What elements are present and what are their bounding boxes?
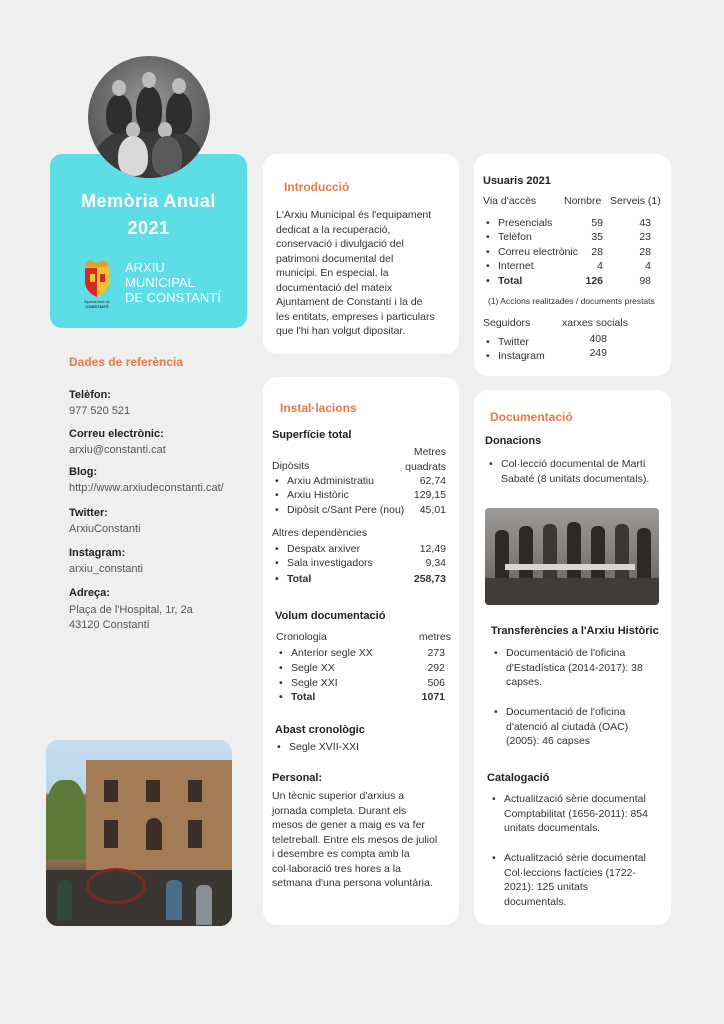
- followers-label: Seguidors: [483, 317, 531, 329]
- email-link[interactable]: arxiu@constanti.cat: [69, 444, 166, 456]
- catalog-item: • Actualització sèrie documental Comptabilitat (1656-2011): 854 unitats documentals.: [504, 792, 668, 836]
- unit-line-2: quadrats: [405, 461, 446, 473]
- page-title: [50, 188, 247, 242]
- installations-card: Instal·lacions Superfície total Metres Dipòsits quadrats • Arxiu Administratiu 62,74 • Arxiu Històric 129,15 • Dipòsit c/Sant Pere (nou) 45,01 Altres dependències • Despatx arxiver 12,49 • Sala investigadors 9,34 • Total 258,73 Volum documentació Cronologia metres • Anterior segle XX 273 • Segle XX 292 • Segle XXI 506 • Total 1071 Abast cronològic • Segle XVII-XXI Personal: Un tècnic superior d'arxius a jornada completa. Durant els mesos de gener a maig es va fer teletreball. Entre els mesos de juliol i desembre es compta amb la col·laboració tres hores a la setmana d'una persona voluntària.: [263, 377, 459, 925]
- chrono-label: Cronologia: [276, 631, 327, 643]
- address-line-2: 43120 Constantí: [69, 619, 150, 631]
- blog-link[interactable]: http://www.arxiudeconstanti.cat/: [69, 482, 224, 494]
- intro-title: Introducció: [284, 180, 350, 194]
- surface-title: Superfície total: [272, 429, 352, 441]
- networks-label: xarxes socials: [562, 317, 628, 329]
- email-label: Correu electrònic:: [69, 428, 164, 440]
- transfers-title: Transferències a l'Arxiu Històric: [491, 625, 659, 637]
- users-col-serv: Serveis (1): [610, 195, 661, 207]
- title-line-2: 2021: [127, 218, 170, 238]
- staff-title: Personal:: [272, 772, 323, 784]
- range-item: • Segle XVII-XXI: [289, 741, 359, 753]
- unit-line-1: Metres: [413, 446, 446, 458]
- users-col-via: Via d'accès: [483, 195, 537, 207]
- deposits-label: Dipòsits: [272, 460, 310, 472]
- shield-caption: Ajuntament de CONSTANTÍ: [84, 299, 110, 309]
- installations-title: Instal·lacions: [280, 401, 357, 415]
- donations-title: Donacions: [485, 435, 542, 447]
- intro-card: [263, 154, 459, 354]
- title-line-1: Memòria Anual: [81, 191, 216, 211]
- catalog-item: • Actualització sèrie documental Col·leccions factícies (1722- 2021): 125 unitats documentals.: [504, 851, 668, 909]
- staff-text: Un tècnic superior d'arxius a jornada completa. Durant els mesos de gener a maig es va fer teletreball. Entre els mesos de juliol i desembre es compta amb la col·laboració tres hores a la setmana d'una persona voluntària.: [272, 790, 438, 889]
- users-col-num: Nombre: [564, 195, 602, 207]
- instagram-handle[interactable]: arxiu_constanti: [69, 563, 143, 575]
- phone-label: Telèfon:: [69, 389, 111, 401]
- volume-title: Volum documentació: [275, 610, 386, 622]
- documentation-title: Documentació: [490, 410, 573, 424]
- users-card: Usuaris 2021 Via d'accès Nombre Serveis (1) • Presencials 59 43 • Telèfon 35 23 • Correu electrònic 28 28 • Internet 4 4 • Total 126 98 (1) Accions realitzades / documents prestats Seguidors xarxes socials • Twitter 408 • Instagram 249: [474, 154, 671, 376]
- twitter-handle[interactable]: ArxiuConstanti: [69, 523, 141, 535]
- phone-value: 977 520 521: [69, 405, 131, 417]
- other-label: Altres dependències: [272, 527, 368, 539]
- transfer-item: • Documentació de l'oficina d'atenció al ciutadà (OAC) (2005): 46 capses: [506, 705, 668, 749]
- municipal-shield-icon: [80, 258, 114, 298]
- reference-title: Dades de referència: [69, 355, 184, 369]
- organization-name: ARXIU MUNICIPAL DE CONSTANTÍ: [125, 260, 221, 305]
- instagram-label: Instagram:: [69, 547, 126, 559]
- band-photo: [485, 508, 659, 605]
- range-title: Abast cronològic: [275, 724, 365, 736]
- intro-text: L'Arxiu Municipal és l'equipament dedicat a la recuperació, conservació i divulgació del patrimoni documental del municipi. En especial, la documentació del mateix Ajuntament de Constantí i la de les entitats, empreses i particulars que l'hi han volgut dipositar.: [276, 209, 435, 337]
- users-title: Usuaris 2021: [483, 175, 551, 187]
- catalog-title: Catalogació: [487, 772, 550, 784]
- documentation-card: [474, 390, 671, 925]
- archive-building-photo: [46, 740, 232, 926]
- address-label: Adreça:: [69, 587, 110, 599]
- donation-item: • Col·lecció documental de Martí Sabaté (8 unitats documentals).: [501, 457, 666, 486]
- historic-group-photo: [88, 56, 210, 178]
- transfer-item: • Documentació de l'oficina d'Estadística (2014-2017): 38 capses.: [506, 646, 668, 690]
- twitter-label: Twitter:: [69, 507, 108, 519]
- meters-label: metres: [418, 631, 451, 643]
- blog-label: Blog:: [69, 466, 98, 478]
- users-footnote: (1) Accions realitzades / documents prestats: [488, 296, 655, 306]
- address-line-1: Plaça de l'Hospital, 1r, 2a: [69, 604, 193, 616]
